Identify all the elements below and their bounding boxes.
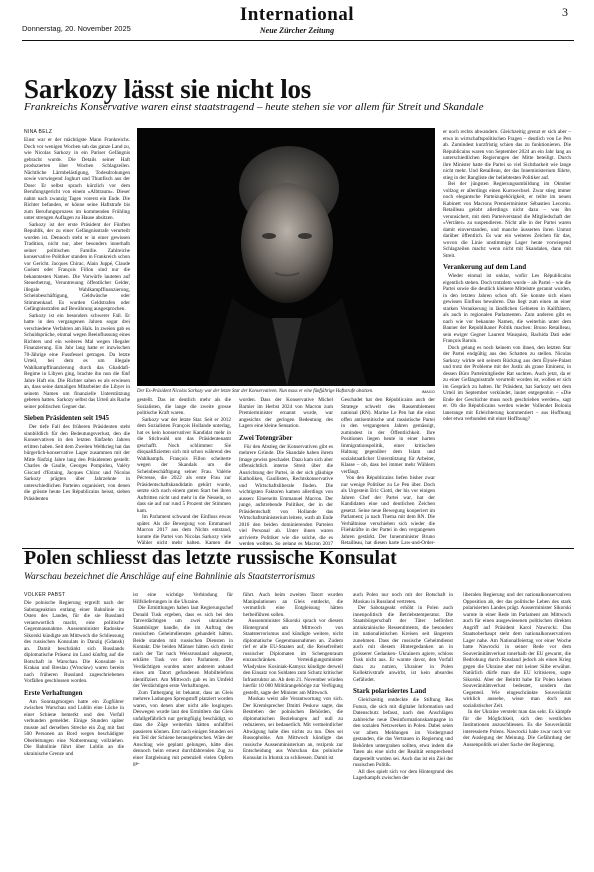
article2-column-1: [24, 600, 124, 868]
article1-column-4: [341, 397, 435, 545]
paragraph: er noch rechts abwandern. Gleichzeitig grenzt er sich aber – etwa in wirtschaftspolitischen Fragen – deutlich von Le Pen ab. Zumindest kurzfristig schien das zu funktionieren. Die Républicains waren von September 2024 an ein Jahr lang an unterschiedlichen Regierungen der Mitte beteiligt. Durch ihre Minister hatte die Partei so viel Sichtbarkeit wie lange nicht mehr. Und Retailleau, der das Inneministerium führte, stieg in der Rangliste der beliebtesten Politiker auf.: [443, 129, 571, 181]
newspaper-name: Neue Zürcher Zeitung: [259, 26, 335, 35]
article1-subhead-1: Sieben Präsidenten seit 1945: [24, 414, 109, 422]
paragraph: Der tiefe Fall des früheren Präsidenten steht sinnbildlich für den Bedeutungsverlust, den die Konservativen in den letzten fünfzehn Jahren erlitten haben. Seit dem Zweiten Weltkrieg hat das bürgerlich-konservative Lager zusammen mit der Mitte fünfzig Jahre lang den Präsidenten gestellt. Charles de Gaulle, Georges Pompidou, Valéry Giscard d'Estaing, Jacques Chirac und Nicolas Sarkozy prägten über Jahrzehnte in unterschiedlichen Parteien organisiert, von denen die grösste heute Les Républicains heisst, sieben Präsidenten: [24, 424, 130, 502]
paragraph: Bei der jüngsten Regierungsumbildung im Oktober vollzog er allerdings einen Kurswechsel. Zwar stieg immer noch elegantsche Parteizugehörigkeit, er teilte im neuen Kabinett von Macrons Premierminister Sébastien Lecornu. Retailleau gelobt allerdings nicht dazu – was ihn verunsichert, mit dem Parteiverstand die Mitgliedschaft der «Verräter» zu suspendieren. Nicht alle in der Partei waren damit einverstanden, und manche äusserten ihren Unmut darüber öffentlich. Es war ein weiteres Zeichen für das, wovon die Linie unstimmige Lager heute vorwiegend Schlagzeilen macht: wenn nicht mit Skandalen, dann mit Streit.: [443, 181, 571, 259]
photo-caption: [137, 389, 435, 394]
paragraph: Für den Abstieg der Konservativen gibt es mehrere Gründe. Die Skandale haben ihrem Image gewiss geschadet. Dazu kam sich aber offensichtlich interne Streit über die Ausrichtung der Partei, in der sich gläubige Katholiken, Gaullisten, Rechtskonservative und Wirtschaftsliberale finden. Die wichtigsten Faktoren kamen allerdings von aussen: Einerseits Emmanuel Macron. Der junge, aufstrebende Politiker, der in der Präsidentschaft von Hollande das Wirtschaftsministerium leitete, warb ab Ende 2016 den beiden dominierenden Parteien viel Personal ab. Unter ihnen waren arrivierte Politiker wie die solche, die es werden wollten. So gelang es Macron 2017: [239, 443, 333, 545]
article2-byline: VOLKER PABST: [24, 592, 66, 598]
article1-column-2: [137, 397, 231, 545]
article1-subhead-3: Verankerung auf dem Land: [443, 263, 527, 271]
paragraph: ist eine wichtige Verbindung für Hilfslieferungen in die Ukraine.: [133, 592, 233, 605]
paragraph: Wieder einmal ist unklar, wofür Les Républicains eigentlich stehen. Doch trotzdem wurde – als Partei – wie die Partei sowie die deutlich kleinere Mittelstre gerannt wurden, in den letzten Jahren schon oft. Sie konnte sich einen gewissen Einfluss bewahren. Das liegt zum einen an einer starken Verankerung in ländlichen Gebieten in Kaliftätern, als auch in regionalen Parlamenten. Zum anderen gibt es nach wie vor bekannte Namen, die weiterhin unter dem Banner der Republikaner Politik machen: Bruno Retailleau, sein ewiger Gegner Laurent Wauquiez, Rachida Dati oder François Baroin.: [443, 273, 571, 344]
paragraph: Geschadet hat den Républicains auch der Stratege schwelt des Rassemblement national (RN). Marine Le Pen hat die einst offen antisemitische und rassistische Partei in den vergangenen Jahren gemässigt, zumindest in der Öffentlichkeit. Ihre Positionen liegen heute in einer harten Immigrationspolitik, einer kritischen Haltung gegenüber dem Islam und sozialstaatlicher Unterstützung für Arbeiter, Klasse – ob, dass bei immer mehr Wählern verfängt.: [341, 397, 435, 475]
article1-column-3: [239, 397, 333, 545]
paragraph: Gleichzeitig entdeckte die Stiftung Res Futura, die sich mit digitaler Information und Datenschutz befasst, nach den Anschlägen zahlreiche neue Desinformationskampagne in den sozialen Netzwerken in Polen. Dabei seien vor allem Meldungen im Vordergrund gestanden, die das Vertrauen in Regierung und Behörden untergraben sollten, etwa indem die Taten als eine nicht der Realität entsprechend dargestellt worden sei. Auch das ist ein Ziel der russischen Politik.: [353, 697, 453, 768]
paragraph: gestellt. Das ist deutlich mehr als die Sozialisten, die lange die zweite grosse politische Kraft waren.: [137, 397, 231, 416]
paragraph: Sarkozy war der letzte Star. Seit er 2012 dem Sozialisten François Hollande unterlag, hat es kein konservativer Kandidat mehr in die Stichwahl um das Präsidentenamt geschafft. Noch schlimmer: Sie disqualifizierten sich mit schon während des Wahlkampfs. François Fillon scheiterte wegen der Skandals um die Scheinbeschäftigung seiner Frau. Valérie Pécresse, die 2022 als erste Frau zur Präsidentschaftskandidatin gekürt wurde, setzte sich nach einem guten Start bei ihren Auftritten nicht und mehr in die Nesseln, so dass sie auf nur rund 5 Prozent der Stimmen kam.: [137, 416, 231, 514]
article2-subhead-2: Stark polarisiertes Land: [353, 687, 427, 695]
article1-byline: NINA BELZ: [24, 129, 53, 135]
article2-column-3: [243, 592, 343, 868]
section-title: International: [239, 4, 355, 25]
paragraph: führt. Auch beim zweiten Tatort wurden Manipulationen an Gleis entdeckt, die vermutlich eine Entgleisung hätten herbeiführen sollen.: [243, 592, 343, 618]
masthead-divider: [22, 40, 574, 41]
paragraph: Am Sonntagmorgen hatte ein Zugführer zwischen Warschau und Lublin eine Lücke in einer Schiene bemerkt und den Vorfall verbunden gemeldet. Einige Stunden später musste auf derselben Strecke ein Zug mit fast 500 Personen an Bord wegen beschädigter Oberleitungen eine Notbremsung vollziehen. Die Bahnlinie führt über Lublin an die ukrainische Grenze und: [24, 698, 124, 757]
paragraph: Von den Républicains liefen bisher zwar nur wenige Politiker zu Le Pen über. Doch als Urgestein Eric Ciotti, der bis vor einigen Jahren Chef der Partei war, hat der Kandidaten eine und deutlichen Zeichen gesetzt. Seine neue Bewegung kooperiert im Parlament; ja nach Thema mit dem RN. Die Verhältnisse verschieben sich wieder die Fliehkräfte in der Partei in den vergangenen Jahren gestärkt. Der Innenminister Bruno Retailleau, hat diesen harte Law-and-Order-: [341, 475, 435, 545]
article2-column-2: [133, 592, 233, 868]
paragraph: Aussenminister Sikorski sprach vor diesem Hintergrund am Mittwoch von Staatsterrorismus und kündigte weitere, nicht diplomatische Gegenmassnahmen an. Zudem rief er alle EU-Staaten auf, die Reisefreiheit russischer Diplomaten im Schengenraum einzuschränken. Verteidigungsminister Władysław Kosiniak-Kamysz kündigte derweil den Einsatz von Soldaten zum Schutz kritischer Infrastruktur an. Ab dem 21. November würden hierfür 10 000 Militärangehörige zur Verfügung gestellt, sagte der Minister am Mittwoch.: [243, 618, 343, 696]
paragraph: auch Polen nur noch mit der Botschaft in Moskau in Russland vertreten.: [353, 592, 453, 605]
sarkozy-portrait-photo: [137, 128, 435, 386]
article1-headline: Sarkozy lässt sie nicht los: [24, 74, 312, 104]
paragraph: Doch gelang es noch keinem von ihnen, den letzten Star der Partei endgültig aus den Schatten zu stellen. Nicolas Sarkozy wirkte seit seinem Rückzug aus dem Élysée-Palast und trotz der Probleme mit der Justiz als graue Eminenz, in dessen Büro Parteimitglieder Rat suchten. Auch jetzt, da er zu einer Gefängnisstrafe verurteilt worden ist, wollen er sich im Gespräch zu halten. Ihr Präsident, hat Sarkozy seit dem Urteil im September verkündet, lautet entgegenhin – «Die Ende der Geschichte muss noch geschrieben werden», sagt er. Ob die Républicains werden wieder Vollendet Bolonia lanerange mit Erleichterung kommentiert – aus Hoffnung oder etwa verbunden mit einer Hoffnung?: [443, 344, 571, 422]
article1-deck: Frankreichs Konservative waren einst staatstragend – heute stehen sie vor allem für Streit und Skandale: [24, 101, 484, 113]
paragraph: Einst war er der mächtigste Mann Frankreichs. Doch vor wenigen Wochen sah das ganze Land zu, wie Nicolas Sarkozy in ein Pariser Gefängnis gebracht wurde. Die Details seiner Haft produzierten über Wochen Schlagzeilen. Nächtliche Lärmbelästigung, Todesdrohungen sowie vorwiegend Joghurt und Thunfisch aus der Dose: Er selbst sprach kürzlich vor dem Berufungsgericht von einem «Albtraum». Dieser nahm nach zwanzig Tagen vorerst ein Ende. Die Richter befanden, er könne seine Haftstrafe bis zum Berufungsprozess im kommenden Frühling unter strengen Auflagen zu Hause absitzen.: [24, 137, 130, 221]
paragraph: Die polnische Regierung ergreift nach der Sabotageaktion entlang einer Bahnlinie im Osten des Landes, für die sie Russland verantwortlich macht, eine politische Gegenmassnahme. Aussenminister Radosław Sikorski kündigte am Mittwoch die Schliessung des russischen Konsulats in Danzig (Gdansk) an. Damit beschränkt sich Russlands diplomatische Präsenz im Land künftig auf die Botschaft in Warschau. Die Konsulate in Krakau und Breslau (Wrocław) waren bereits nach früheren Russland zugeschriebenen Vorfällen geschlossen worden.: [24, 600, 124, 684]
paragraph: Zum Tathergang ist bekannt, dass an Gleis mehrere Ladungen Sprengstoff platziert worden waren, von denen aber nicht alle losgingen. Deswegen wurde laut den Ermittlern das Gleis unfallgefährlich nur geringfügig beschädigt, so dass die Züge weiterhin hätten unfallfrei passieren können. Erst nach einigen Stunden sei ein Teil der Schiene herausgebrochen. Wäre der Anschlag wie geplant gelungen, hätte dies dennoch beim erneut durchfahrenden Zug zu einer Entgleisung mit potenziell vielen Opfern ge-: [133, 689, 233, 767]
paragraph: liberalen Regierung und der nationalkonservativen Opposition ab, der das politische Leben des stark polarisierten Landes prägt. Ausserminister Sikorski warnte in einer Rede im Parlament am Mittwoch auch für einen ausgewiesenen politischen direkten Angriff auf Präsident Karol Nawrocki. Das Staatsoberhaupt steht dem nationalkonservativen Lager nahe. Am Nationalfeiertag vor einer Woche hatte Nawrocki in seiner Rede vor dem Souveränitätsverlust innerhalb der EU gewarnt, die Bedrohung durch Russland jedoch als einen Krieg gegen die Ukraine aber mit keiner Silbe erwähnt. Natürlich dürfe man die EU kritisieren, sagte Sikorski. Aber der Beitritt habe für Polen keinen Souveränitätsverlust bedeutet, sondern das Gegenteil. Wie eingeschränkte Souveränität wirklich aussehe, wisse man doch aus sozialistischer Zeit.: [463, 592, 571, 709]
article2-headline: Polen schliesst das letzte russische Konsulat: [24, 547, 397, 569]
article2-column-4: [353, 592, 453, 868]
paragraph: All dies spielt sich vor dem Hintergrund des Lagerkampfs zwischen der: [353, 768, 453, 781]
page-number: 3: [562, 5, 568, 19]
article2-deck: Warschau bezeichnet die Anschläge auf eine Bahnlinie als Staatsterrorismus: [24, 572, 315, 582]
article1-subhead-2: Zwei Totengräber: [239, 433, 293, 442]
issue-date: Donnerstag, 20. November 2025: [22, 24, 131, 33]
article2-subhead-1: Erste Verhaftungen: [24, 688, 83, 697]
caption-text: Der Ex-Präsident Nicolas Sarkozy war der letzte Star der Konservativen. Nun muss er eine fünfjährige Haftstrafe absitzen.: [137, 389, 374, 394]
article1-column-1: [24, 137, 130, 545]
paragraph: worden. Dass der Konservative Michel Barnier im Herbst 2024 von Macron zum Premierminister ernannt wurde, war angesichts der geringen Bedeutung des Lagers eine kleine Sensation.: [239, 397, 333, 429]
paragraph: Im Parlament schwand der Einfluss etwas später. Als die Bewegung von Emmanuel Macron 2017 aus dem Nichts entstand, konnte die Partei von Nicolas Sarkozy viele Wähler nicht mehr halten. Kamen die: [137, 514, 231, 545]
paragraph: In der Ukraine versteht man das sehr. Es kämpfe für die Möglichkeit, sich den westlichen Institutionen anzuschliessen. Es die Souveränität interessierte Polens. Nawrocki habe zwar noch vor der Auslegung der Meinung. Die Gefährdung der Aussenpolitik sei aber Sache der Regierung.: [463, 709, 571, 748]
paragraph: Sarkozy ist ein besonders schwerer Fall. Er hatte in den vergangenen Jahren sogar drei verschiedene Verfahren am Hals. In zweien gab es Schuldsprüche, einmal wegen Beeinflussung eines Richters und ein weiteres Mal wegen illegaler Finanzierung. Ein Jahr lang hatte er inzwischen 70-Jährige eine Fussfessel getragen. Da letzte Urteil, bei dem es um illegale Wahlkampffinanzierung durch das Ghaddafi-Regime in Libyen ging, brachte ihn nun die fünf Jahre Haft ein. Die Richter sahen es als erwiesen an, dass seine damaligen Mitarbeiter die Libyer in seinem Namen um finanzielle Unterstützung gebeten hatten. Sarkozy selbst das Urteil als Rache seiner politischen Gegner dar.: [24, 312, 130, 410]
photo-credit: IMAGO: [421, 389, 435, 394]
paragraph: Moskau weist alle Verantwortung von sich. Der Kremlsprecher Dmitri Peskow sagte, das Bestreben der polnischen Behörden, die diplomatischen Beziehungen auf null zu reduzieren, sei bedauerlich. Mit vermeintlicher Abwägung habe dies nichts zu tun. Dies sei Russophobie. Am Mittwoch kündigte das russische Aussenministerium an, reziprok zur Entscheidung aus Warschau das polnische Konsulat in Irkutsk zu schliessen. Damit ist: [243, 696, 343, 761]
paragraph: Der Sabotageakt erhöht in Polen auch innenpolitisch die Betriebstemperatur. Die Staatsbürgerschaft der Täter befördert antiukrainische Ressentiments, die besonders im nationalistischen Kreisen seit längerem zunehmen. Dass der russische Geheimdienst auch mit diesem Hintergedanken an in grösserer Gedanken- Ukrainern agiere, schloss Tusk nicht aus. Er warnte davor, den Vorfall dazu zu nutzen, Ukrainer in Polen Kollektivstrafe anwirbt, ist kein absurdes Gefährdet.: [353, 605, 453, 683]
masthead: [0, 0, 594, 44]
article1-column-5: [443, 129, 571, 545]
article2-column-5: [463, 592, 571, 868]
paragraph: Sarkozy ist der erste Präsident der Fünften Republik, der zu einer Gefängnisstrafe verurteilt worden ist. Dennoch steht er in einer gewissen Tradition, nicht nur, aber besonders innerhalb seiner politischen Familie. Zahlreiche konservative Politiker standen in Frankreich schon vor Gericht. Jacques Chirac, Alain Juppé, Claude Guéant oder François Fillon sind nur die bekanntesten Namen. Die Vorwürfe lauteten auf Steuerbetrug, Veruntreuung öffentlicher Gelder, illegale Wahlkampffinanzierung, Scheinbeschäftigung, Geldwäsche oder Stimmenkauf. Es wurden Geldstrafen oder Gefängnisstrafen auf Bewährung ausgesprochen.: [24, 221, 130, 312]
paragraph: Die Ermittlungen haben laut Regierungschef Donald Tusk ergeben, dass es sich bei den Tatverdächtigen um zwei ukrainische Staatsbürger handle, die im Auftrag des russischen Geheimdienstes gehandelt hätten. Beide standen mit russischen Diensten in Kontakt. Die beiden Männer hätten sich direkt nach der Tat nach Weissrussland abgesetzt, erklärte Tusk vor dem Parlament. Die Verdächtigen wurden unter anderem anhand eines am Tatort gefundenen Mobiltelefons identifiziert. Am Mittwoch gab es im Umfeld der Verdächtigen erste Verhaftungen.: [133, 605, 233, 689]
